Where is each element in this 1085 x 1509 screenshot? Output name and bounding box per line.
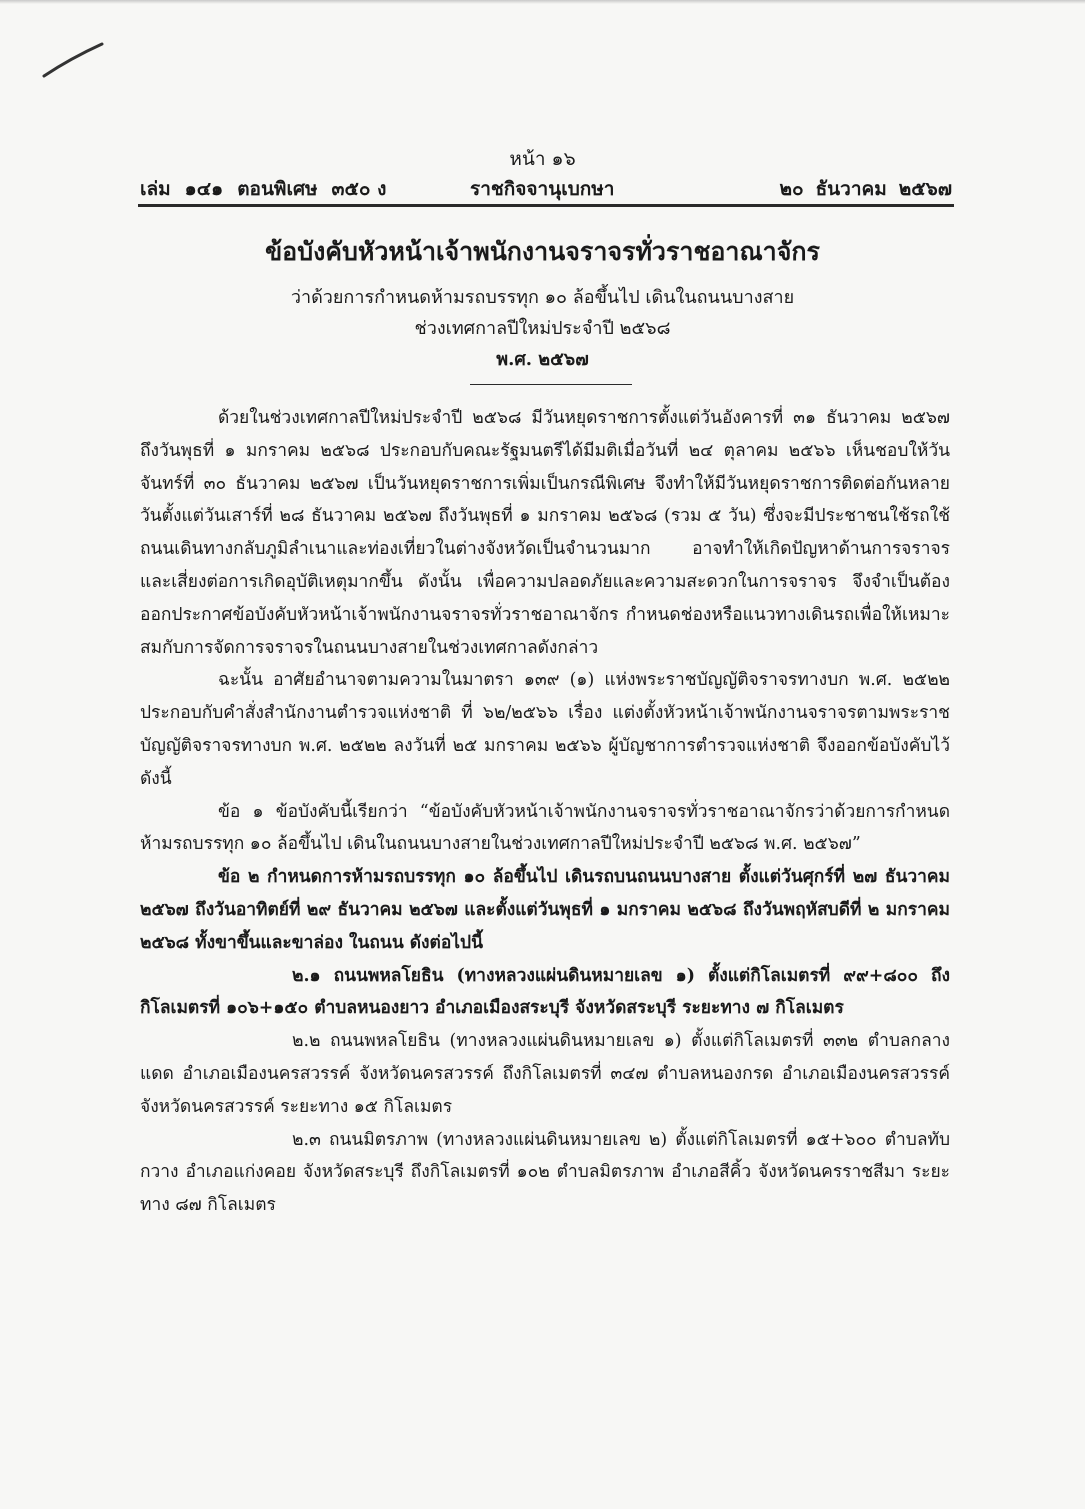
clause-2: ข้อ ๒ กำหนดการห้ามรถบรรทุก ๑๐ ล้อขึ้นไป เดินรถบนถนนบางสาย ตั้งแต่วันศุกร์ที่ ๒๗ ธันวาคม ๒๕๖๗ ถึงวันอาทิตย์ที่ ๒๙ ธันวาคม ๒๕๖๗ และตั้งแต่วันพุธที่ ๑ มกราคม ๒๕๖๘ ถึงวันพฤหัสบดีที่ ๒ มกราคม ๒๕๖๘ ทั้งขาขึ้นและขาล่อง ในถนน ดังต่อไปนี้: [140, 867, 950, 953]
gazette-header: [140, 174, 952, 204]
title-year: พ.ศ. ๒๕๖๗: [496, 349, 589, 370]
clause-2-3: ๒.๓ ถนนมิตรภาพ (ทางหลวงแผ่นดินหมายเลข ๒) ตั้งแต่กิโลเมตรที่ ๑๕+๖๐๐ ตำบลทับกวาง อำเภอแก่งคอย จังหวัดสระบุรี ถึงกิโลเมตรที่ ๑๐๒ ตำบลมิตรภาพ อำเภอสีคิ้ว จังหวัดนครราชสีมา ระยะทาง ๘๗ กิโลเมตร: [140, 1129, 950, 1216]
title-subject: ว่าด้วยการกำหนดห้ามรถบรรทุก ๑๐ ล้อขึ้นไป เดินในถนนบางสาย: [290, 287, 795, 308]
paragraph-preamble: ด้วยในช่วงเทศกาลปีใหม่ประจำปี ๒๕๖๘ มีวันหยุดราชการตั้งแต่วันอังคารที่ ๓๑ ธันวาคม ๒๕๖๗ ถึงวันพุธที่ ๑ มกราคม ๒๕๖๘ ประกอบกับคณะรัฐมนตรีได้มีมติเมื่อวันที่ ๒๔ ตุลาคม ๒๕๖๖ เห็นชอบให้วันจันทร์ที่ ๓๐ ธันวาคม ๒๕๖๗ เป็นวันหยุดราชการเพิ่มเป็นกรณีพิเศษ จึงทำให้มีวันหยุดราชการติดต่อกันหลายวันตั้งแต่วันเสาร์ที่ ๒๘ ธันวาคม ๒๕๖๗ ถึงวันพุธที่ ๑ มกราคม ๒๕๖๘ (รวม ๕ วัน) ซึ่งจะมีประชาชนใช้รถใช้ถนนเดินทางกลับภูมิลำเนาและท่องเที่ยวในต่างจังหวัดเป็นจำนวนมาก อาจทำให้เกิดปัญหาด้านการจราจร และเสี่ยงต่อการเกิดอุบัติเหตุมากขึ้น ดังนั้น เพื่อความปลอดภัยและความสะดวกในการจราจร จึงจำเป็นต้องออกประกาศข้อบังคับหัวหน้าเจ้าพนักงานจราจรทั่วราชอาณาจักร กำหนดช่องหรือแนวทางเดินรถเพื่อให้เหมาะสมกับการจัดการจราจรในถนนบางสายในช่วงเทศกาลดังกล่าว: [140, 408, 950, 658]
scan-edge-shadow: [0, 0, 1085, 4]
page-number: หน้า ๑๖: [509, 148, 576, 170]
clause-1: ข้อ ๑ ข้อบังคับนี้เรียกว่า “ข้อบังคับหัวหน้าเจ้าพนักงานจราจรทั่วราชอาณาจักรว่าด้วยการกำหนดห้ามรถบรรทุก ๑๐ ล้อขึ้นไป เดินในถนนบางสายในช่วงเทศกาลปีใหม่ประจำปี ๒๕๖๘ พ.ศ. ๒๕๖๗”: [140, 801, 950, 855]
clause-2-1: ๒.๑ ถนนพหลโยธิน (ทางหลวงแผ่นดินหมายเลข ๑) ตั้งแต่กิโลเมตรที่ ๙๙+๘๐๐ ถึงกิโลเมตรที่ ๑๐๖+๑๕๐ ตำบลหนองยาว อำเภอเมืองสระบุรี จังหวัดสระบุรี ระยะทาง ๗ กิโลเมตร: [140, 965, 950, 1019]
title-period: ช่วงเทศกาลปีใหม่ประจำปี ๒๕๖๘: [414, 318, 671, 339]
date-day: ๒๐: [779, 178, 804, 200]
paragraph-authority: ฉะนั้น อาศัยอำนาจตามความในมาตรา ๑๓๙ (๑) แห่งพระราชบัญญัติจราจรทางบก พ.ศ. ๒๕๒๒ ประกอบกับคำสั่งสำนักงานตำรวจแห่งชาติ ที่ ๖๒/๒๕๖๖ เรื่อง แต่งตั้งหัวหน้าเจ้าพนักงานจราจรตามพระราชบัญญัติจราจรทางบก พ.ศ. ๒๕๒๒ ลงวันที่ ๒๕ มกราคม ๒๕๖๖ ผู้บัญชาการตำรวจแห่งชาติ จึงออกข้อบังคับไว้ ดังนี้: [140, 670, 950, 789]
title-main: ข้อบังคับหัวหน้าเจ้าพนักงานจราจรทั่วราชอาณาจักร: [265, 237, 820, 266]
date-month: ธันวาคม: [815, 178, 887, 200]
issue-number: ๓๕๐ ง: [331, 178, 387, 200]
document-title: [0, 232, 1085, 375]
volume-label: เล่ม: [140, 178, 171, 200]
document-body: [140, 402, 950, 1222]
clause-2-2: ๒.๒ ถนนพหลโยธิน (ทางหลวงแผ่นดินหมายเลข ๑) ตั้งแต่กิโลเมตรที่ ๓๓๒ ตำบลกลางแดด อำเภอเมืองนครสวรรค์ จังหวัดนครสวรรค์ ถึงกิโลเมตรที่ ๓๔๗ ตำบลหนองกรด อำเภอเมืองนครสวรรค์ จังหวัดนครสวรรค์ ระยะทาง ๑๕ กิโลเมตร: [140, 1031, 950, 1117]
volume-issue: [140, 174, 386, 204]
title-divider: [470, 384, 632, 385]
gazette-name: ราชกิจจานุเบกษา: [470, 178, 615, 200]
header-divider: [138, 204, 954, 207]
pen-stroke-mark: [40, 36, 110, 84]
volume-number: ๑๔๑: [184, 178, 224, 200]
issue-label: ตอนพิเศษ: [237, 178, 318, 200]
date-year: ๒๕๖๗: [898, 178, 952, 200]
publication-date: [779, 174, 952, 204]
